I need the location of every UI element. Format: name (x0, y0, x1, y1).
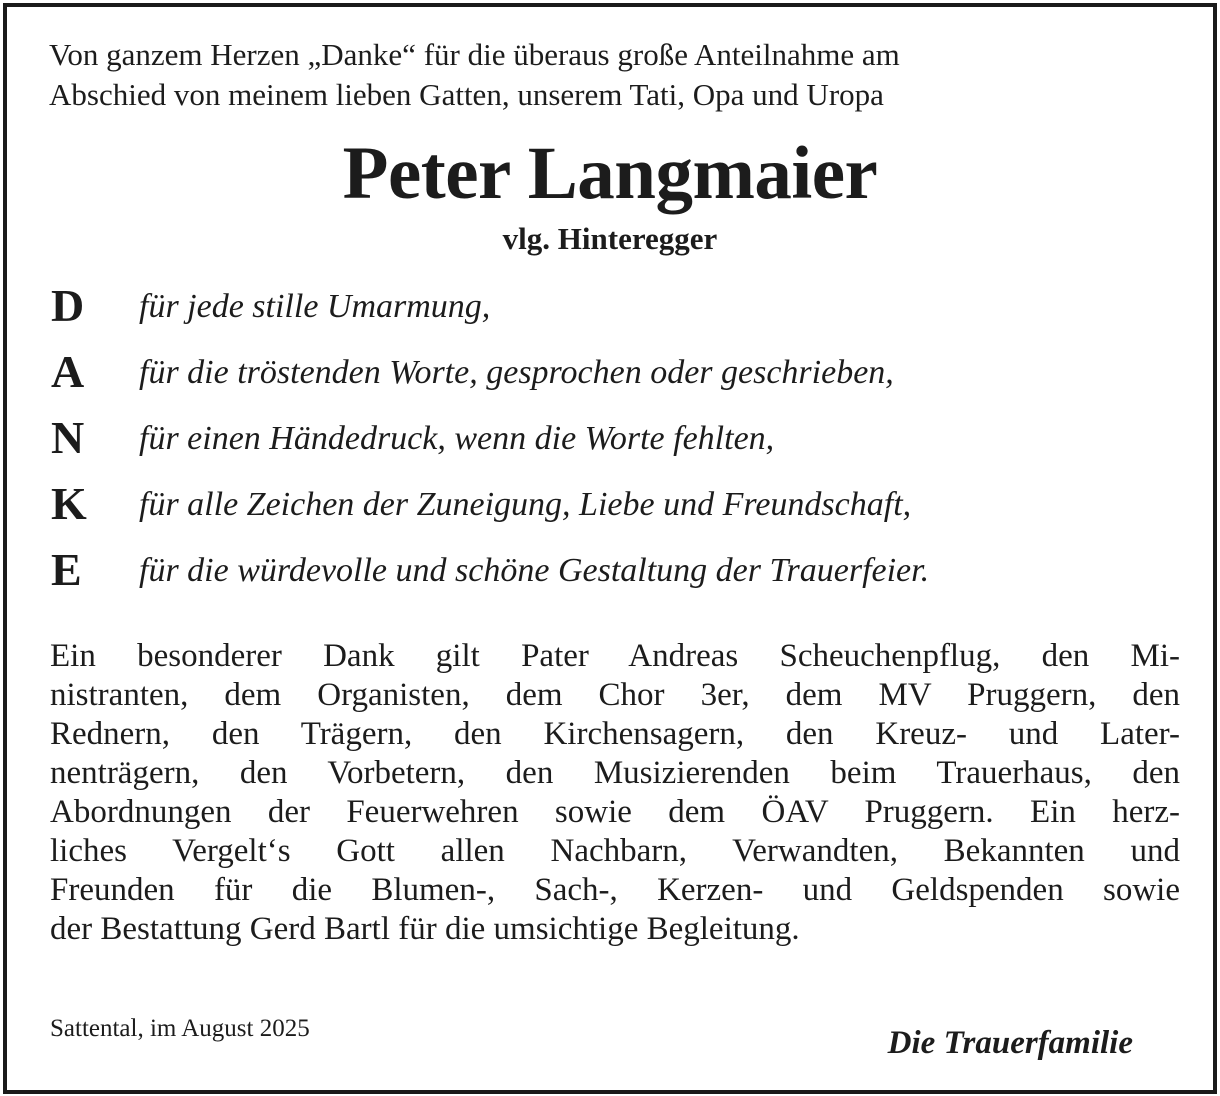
acrostic-text: für die tröstenden Worte, gesprochen oder geschrieben, (139, 354, 894, 391)
signature: Die Trauerfamilie (887, 1025, 1133, 1061)
thanks-line: Ein besonderer Dank gilt Pater Andreas Scheuchenpflug, den Mi- (50, 638, 1180, 674)
thanks-line: liches Vergelt‘s Gott allen Nachbarn, Verwandten, Bekannten und (50, 833, 1180, 869)
acrostic-text: für die würdevolle und schöne Gestaltung der Trauerfeier. (139, 552, 930, 589)
acrostic-text: für alle Zeichen der Zuneigung, Liebe und Freundschaft, (139, 486, 912, 523)
acrostic-letter: K (51, 478, 87, 529)
thanks-line: nenträgern, den Vorbetern, den Musizierenden beim Trauerhaus, den (50, 755, 1180, 791)
thanks-line: nistranten, dem Organisten, dem Chor 3er, dem MV Pruggern, den (50, 677, 1180, 713)
acrostic-letter: N (51, 412, 85, 463)
obituary-notice (3, 3, 1217, 1094)
acrostic-letter: E (51, 544, 82, 595)
danke-acrostic (47, 277, 1177, 607)
danke-row (47, 277, 1177, 343)
intro-line-2: Abschied von meinem lieben Gatten, unserem Tati, Opa und Uropa (49, 77, 884, 112)
intro-text (49, 35, 1169, 115)
intro-line-1: Von ganzem Herzen „Danke“ für die überaus große Anteilnahme am (49, 37, 900, 72)
place-date: Sattental, im August 2025 (50, 1015, 310, 1042)
acrostic-letter: D (51, 280, 85, 331)
danke-row (47, 541, 1177, 607)
acrostic-letter: A (51, 346, 85, 397)
danke-row (47, 475, 1177, 541)
acrostic-text: für jede stille Umarmung, (139, 288, 491, 325)
thanks-line: Abordnungen der Feuerwehren sowie dem ÖAV Pruggern. Ein herz- (50, 794, 1180, 830)
danke-row (47, 343, 1177, 409)
danke-row (47, 409, 1177, 475)
thanks-line: Rednern, den Trägern, den Kirchensagern, den Kreuz- und Later- (50, 716, 1180, 752)
thanks-paragraph (50, 637, 1180, 949)
thanks-line: Freunden für die Blumen-, Sach-, Kerzen- und Geldspenden sowie (50, 872, 1180, 908)
acrostic-text: für einen Händedruck, wenn die Worte fehlten, (139, 420, 775, 457)
deceased-name: Peter Langmaier (342, 132, 878, 215)
thanks-line: der Bestattung Gerd Bartl für die umsichtige Begleitung. (50, 911, 800, 947)
house-name: vlg. Hinteregger (502, 221, 718, 256)
